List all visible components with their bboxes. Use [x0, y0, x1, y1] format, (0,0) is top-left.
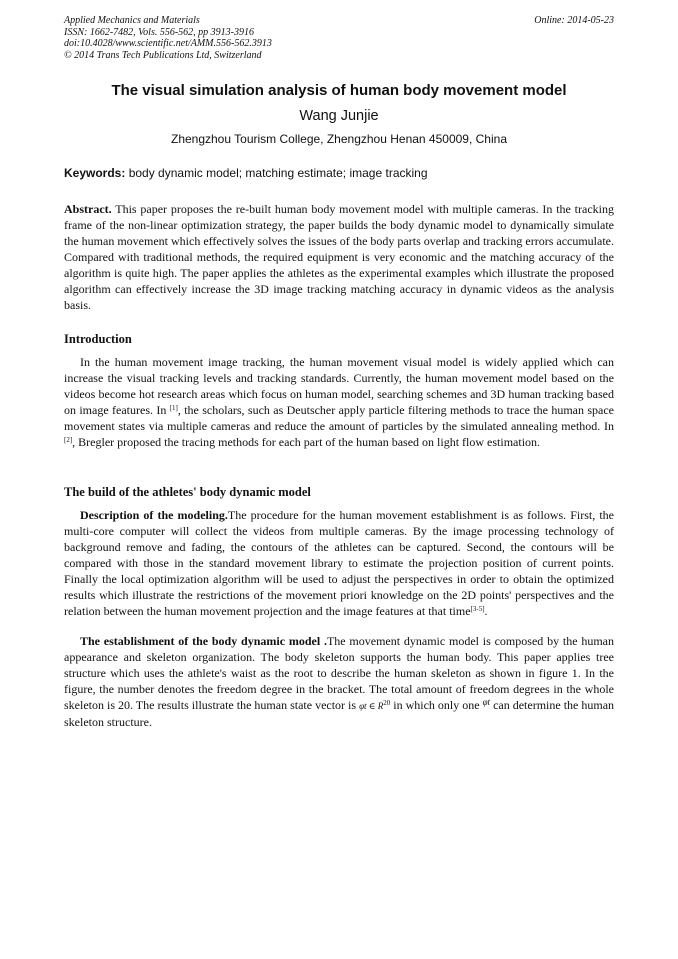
abstract [64, 201, 614, 313]
modeling-paragraph [64, 507, 614, 619]
modeling-label: Description of the modeling. [80, 508, 228, 522]
abstract-text: This paper proposes the re-built human body movement model with multiple cameras. In the tracking frame of the non-linear optimization strategy, the paper builds the body dynamic model to dynamically simulate the human movement which effectively solves the issues of the body parts overlap and tracking errors accumulate. Compared with traditional methods, the required equipment is very economic and the matching accuracy of the algorithm is quite high. The paper applies the athletes as the experimental examples which illustrate the proposed algorithm can effectively increase the 3D image tracking matching accuracy in dynamic videos as the analysis basis. [64, 202, 614, 312]
citation-2: [2] [64, 436, 73, 444]
keywords-label: Keywords: [64, 166, 126, 180]
online-date: Online: 2014-05-23 [534, 15, 614, 26]
journal-doi: doi:10.4028/www.scientific.net/AMM.556-562.3913 [64, 38, 272, 49]
build-heading: The build of the athletes' body dynamic model [64, 485, 311, 499]
journal-copyright: © 2014 Trans Tech Publications Ltd, Switzerland [64, 49, 262, 61]
intro-text-3: , Bregler proposed the tracing methods for each part of the human based on light flow estimation. [72, 435, 541, 449]
journal-info [64, 15, 272, 61]
keywords [64, 166, 428, 180]
journal-issn: ISSN: 1662-7482, Vols. 556-562, pp 3913-3916 [64, 26, 254, 38]
formula-superscript: 20 [383, 699, 391, 707]
modeling-end: . [484, 604, 488, 618]
establishment-paragraph [64, 633, 614, 730]
establishment-end: can determine the human skeleton structure. [64, 698, 615, 729]
citation-1: [1] [169, 404, 178, 412]
journal-name: Applied Mechanics and Materials [64, 15, 200, 26]
paper-title: The visual simulation analysis of human body movement model [111, 82, 567, 99]
introduction-paragraph [64, 354, 614, 450]
establishment-mid: in which only one [393, 698, 483, 712]
establishment-label: The establishment of the body dynamic model . [80, 634, 327, 648]
abstract-label: Abstract. [64, 202, 112, 216]
state-vector-formula: φt ∈ R [359, 701, 384, 711]
establishment-text: The movement dynamic model is composed by the human appearance and skeleton organization. The body skeleton supports the human body. This paper applies tree structure which uses the athlete's waist as the root to describe the human skeleton as shown in figure 1. In the figure, the number denotes the freedom degree in the bracket. The total amount of freedom degrees in the whole skeleton is 20. The results illustrate the human state vector is [64, 634, 614, 712]
citation-3-5: [3-5] [470, 605, 485, 613]
keywords-text: body dynamic model; matching estimate; image tracking [128, 166, 428, 180]
introduction-heading: Introduction [64, 332, 132, 346]
affiliation: Zhengzhou Tourism College, Zhengzhou Henan 450009, China [170, 132, 507, 146]
modeling-text: The procedure for the human movement establishment is as follows. First, the multi-core computer will collect the videos from multiple cameras. By the image processing technology of background remove and fading, the contours of the athletes can be captured. Second, the contours will be compared with those in the standard movement library to estimate the projection position of current points. Finally the local optimization algorithm will be used to adjust the perspectives in order to obtain the optimized results which illustrate the restrictions of the movement priori knowledge on the 2D points' perspectives and the relation between the human movement projection and the image features at that time [64, 508, 614, 618]
author-name: Wang Junjie [299, 108, 379, 124]
phi-symbol: φt [482, 697, 491, 707]
intro-text-2: , the scholars, such as Deutscher apply particle filtering methods to trace the human space movement states via multiple cameras and reduce the amount of particles by the simulated annealing method. In [64, 403, 614, 433]
intro-text-1: In the human movement image tracking, the human movement visual model is widely applied which can increase the visual tracking levels and tracking standards. Currently, the human movement model based on the videos become hot research areas which focus on human model, searching schemes and 3D human tracking based on image features. In [64, 355, 614, 417]
